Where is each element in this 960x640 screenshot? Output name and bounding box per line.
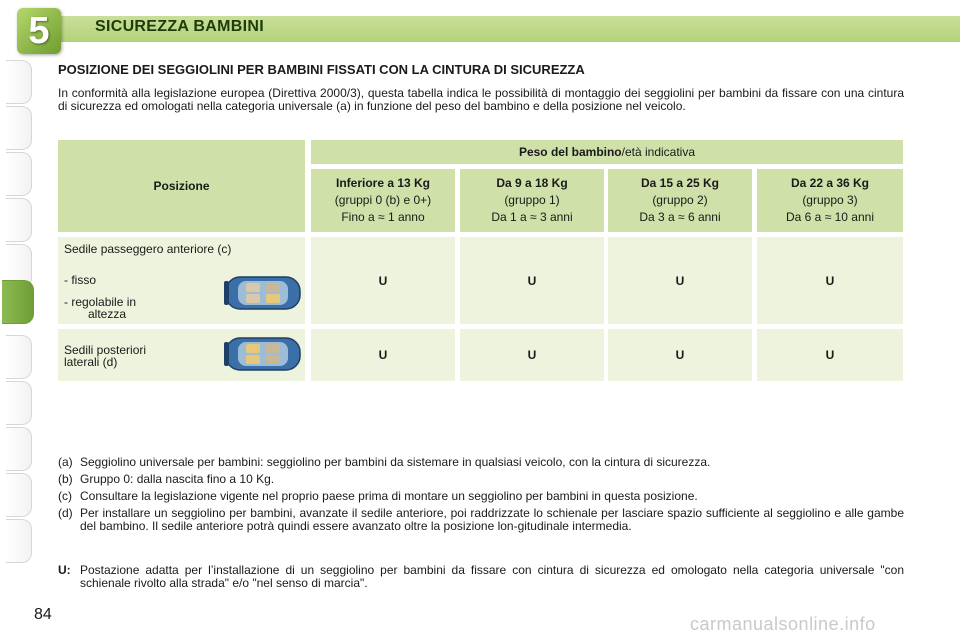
side-tab[interactable]: [6, 335, 32, 379]
value-u: U: [675, 273, 685, 288]
weight-header-bold: Peso del bambino: [518, 145, 622, 159]
value-u: U: [527, 348, 537, 362]
value-cell: [460, 329, 604, 381]
footnote-label: (a): [58, 455, 73, 469]
value-cell: [757, 237, 903, 324]
footnote: [58, 490, 904, 503]
value-u: U: [527, 273, 537, 288]
page-number: 84: [34, 606, 52, 623]
footnote-label: (d): [58, 506, 73, 520]
column-title: Da 22 a 36 Kg: [790, 176, 870, 190]
side-tab-active[interactable]: [2, 280, 34, 324]
value-cell: [757, 329, 903, 381]
footnote-label: (b): [58, 472, 73, 486]
car-rear-seat-icon: [224, 334, 302, 374]
side-tab[interactable]: [6, 106, 32, 150]
u-definition-note: [58, 564, 904, 590]
column-header: [608, 169, 752, 232]
side-tab[interactable]: [6, 519, 32, 563]
side-tab[interactable]: [6, 381, 32, 425]
row-rear-seats-label-cell: [58, 329, 305, 381]
column-header: [460, 169, 604, 232]
side-tab[interactable]: [6, 427, 32, 471]
value-u: U: [378, 348, 388, 362]
value-u: U: [825, 273, 835, 288]
row-option: - regolabile in: [64, 295, 137, 309]
value-cell: [608, 237, 752, 324]
row-option: - fisso: [64, 273, 97, 287]
chapter-side-tabs: [0, 60, 34, 575]
column-age: Da 6 a ≈ 10 anni: [786, 210, 874, 224]
position-header: Posizione: [153, 179, 210, 193]
car-front-seat-icon: [224, 273, 302, 313]
u-note-label: U:: [58, 563, 71, 577]
side-tab[interactable]: [6, 60, 32, 104]
value-cell: [608, 329, 752, 381]
footnote-text: Gruppo 0: dalla nascita fino a 10 Kg.: [80, 472, 275, 486]
chapter-number-badge: [17, 8, 61, 54]
row-label-line2: laterali (d): [64, 355, 118, 369]
side-tab[interactable]: [6, 198, 32, 242]
row-label: Sedile passeggero anteriore (c): [64, 242, 232, 256]
row-label-line1: Sedili posteriori: [64, 343, 147, 357]
column-group: (gruppo 1): [504, 193, 560, 207]
footnote-text: Consultare la legislazione vigente nel proprio paese prima di montare un seggiolino per bambini in questa posizione.: [80, 489, 698, 503]
column-group: (gruppo 3): [802, 193, 858, 207]
intro-paragraph: In conformità alla legislazione europea (Direttiva 2000/3), questa tabella indica le possibilità di montaggio dei seggiolini per bambini da fissare con una cintura di sicurezza ed omologati nella categoria universale (a) in funzione del peso del bambino e della posizione nel veicolo.: [58, 86, 904, 113]
value-cell: [311, 329, 455, 381]
column-header: [311, 169, 455, 232]
value-cell: [311, 237, 455, 324]
column-group: (gruppi 0 (b) e 0+): [334, 193, 432, 207]
u-note-text: Postazione adatta per l’installazione di un seggiolino per bambini da fissare con cintura di sicurezza ed omologato nella categoria universale "con schienale rivolto alla strada" e/o "nel senso di marcia".: [80, 563, 904, 590]
value-u: U: [825, 348, 835, 362]
footnote: [58, 473, 904, 486]
value-u: U: [378, 273, 388, 288]
watermark: carmanualsonline.info: [690, 614, 876, 634]
column-age: Da 3 a ≈ 6 anni: [639, 210, 721, 224]
side-tab[interactable]: [6, 473, 32, 517]
row-front-passenger-label-cell: [58, 237, 305, 324]
footnote-text: Seggiolino universale per bambini: seggiolino per bambini da sistemare in qualsiasi veicolo, con la cintura di sicurezza.: [80, 455, 711, 469]
side-tab[interactable]: [6, 152, 32, 196]
value-cell: [460, 237, 604, 324]
row-option: altezza: [88, 307, 127, 321]
value-u: U: [675, 348, 685, 362]
weight-header-cell: [311, 140, 903, 164]
footnote: [58, 507, 904, 533]
weight-header-rest: /età indicativa: [621, 145, 696, 159]
chapter-number: 5: [28, 10, 50, 52]
column-group: (gruppo 2): [652, 193, 708, 207]
footnote-text: Per installare un seggiolino per bambini, avanzate il sedile anteriore, poi raddrizzate lo schienale per lasciare spazio sufficiente al seggiolino e alle gambe del bambino. Il sedile anteriore potrà quindi essere avanzato oltre la posizione lon-gitudinale intermedia.: [80, 506, 904, 533]
column-age: Fino a ≈ 1 anno: [341, 210, 425, 224]
column-age: Da 1 a ≈ 3 anni: [491, 210, 573, 224]
column-title: Da 15 a 25 Kg: [640, 176, 720, 190]
footnotes: [58, 456, 904, 537]
column-title: Da 9 a 18 Kg: [496, 176, 568, 190]
footnote: [58, 456, 904, 469]
position-header-cell: [58, 140, 305, 232]
column-header: [757, 169, 903, 232]
section-title: POSIZIONE DEI SEGGIOLINI PER BAMBINI FISSATI CON LA CINTURA DI SICUREZZA: [58, 62, 585, 77]
chapter-title: SICUREZZA BAMBINI: [95, 18, 264, 35]
column-title: Inferiore a 13 Kg: [335, 176, 431, 190]
footnote-label: (c): [58, 489, 72, 503]
